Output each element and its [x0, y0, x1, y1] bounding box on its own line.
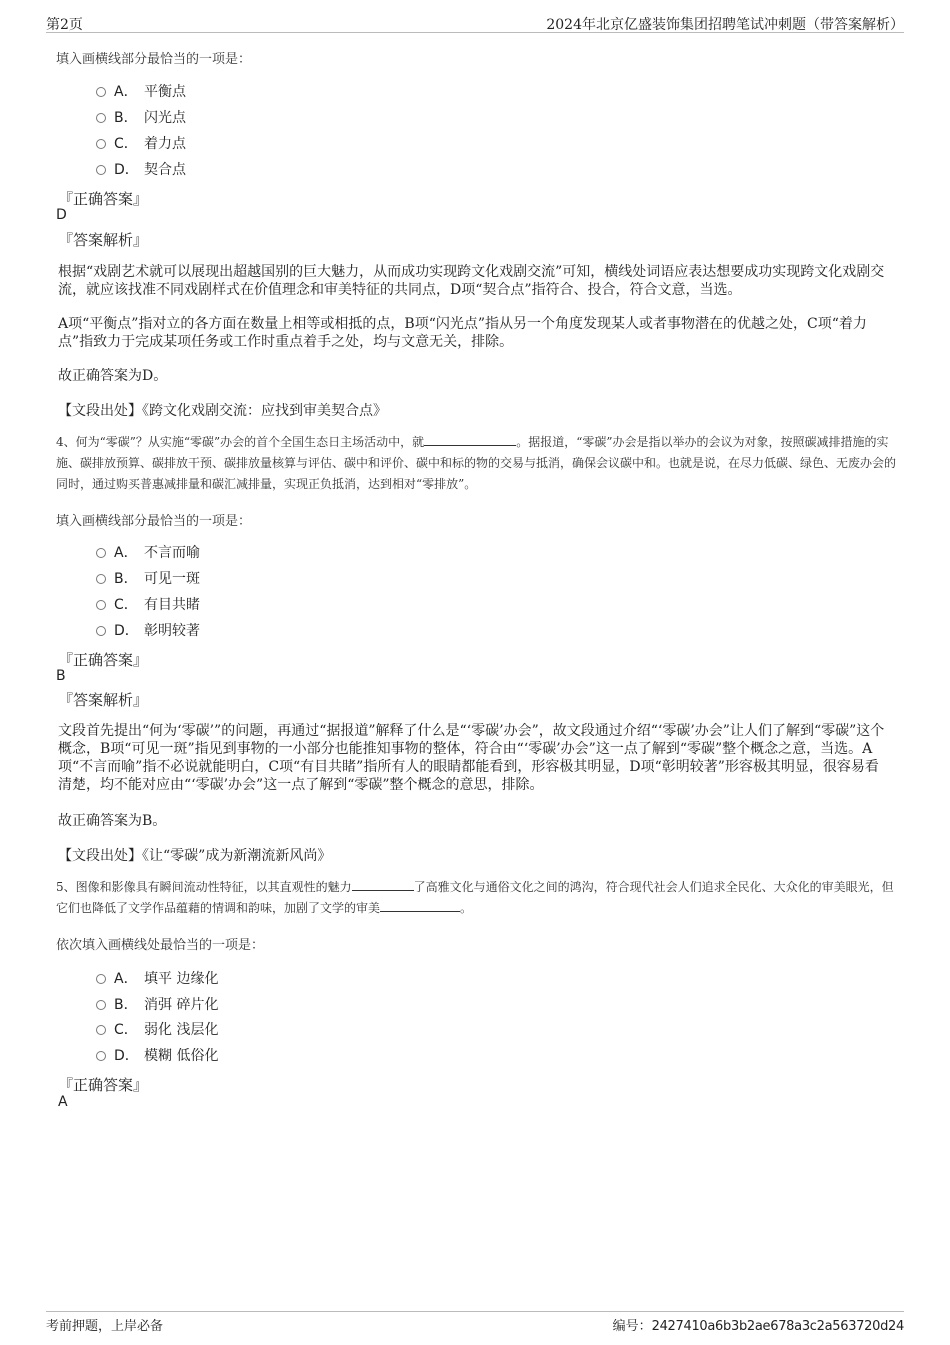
- q3-option-a[interactable]: A． 平衡点: [96, 82, 186, 102]
- q3-analysis-paragraph: 根据“戏剧艺术就可以展现出超越国别的巨大魅力，从而成功实现跨文化戏剧交流”可知，横线处词语应表达想要成功实现跨文化戏剧交流，就应该找准不同戏剧样式在价值理念和审美特征的共同点，D项“契合点”指符合、投合，符合文意，当选。: [58, 264, 885, 298]
- q5-answer: A: [58, 1094, 68, 1110]
- q4-analysis-paragraph: 文段首先提出“何为‘零碳’”的问题，再通过“据报道”解释了什么是“‘零碳’办会”，故文段通过介绍“‘零碳’办会”让人们了解到“零碳”这个概念，B项“可见一斑”指见到事物的一小部分也能推知事物的整体，符合由“‘零碳’办会”这一点了解到“零碳”整个概念之意，当选。A项“不言而喻”指不必说就能明白，C项“有目共睹”指所有人的眼睛都能看到，形容极其明显，D项“彰明较著”形容极其明显，很容易看清楚，均不能对应由“‘零碳’办会”这一点了解到“零碳”整个概念的意思，排除。: [58, 723, 885, 793]
- q5-option-b[interactable]: B． 消弭 碎片化: [96, 995, 218, 1015]
- radio-icon[interactable]: [96, 548, 106, 558]
- document-id: 编号：2427410a6b3b2ae678a3c2a563720d24: [612, 1319, 904, 1334]
- radio-icon[interactable]: [96, 600, 106, 610]
- radio-icon[interactable]: [96, 87, 106, 97]
- q3-answer-label: 『正确答案』: [58, 190, 149, 208]
- q3-option-b[interactable]: B． 闪光点: [96, 108, 186, 128]
- q5-prompt: 依次填入画横线处最恰当的一项是：: [56, 938, 265, 953]
- q4-answer: B: [56, 668, 66, 684]
- q4-analysis-conclusion: 故正确答案为B。: [58, 813, 167, 829]
- q4-option-a[interactable]: A． 不言而喻: [96, 543, 200, 563]
- q4-analysis-label: 『答案解析』: [58, 691, 149, 709]
- radio-icon[interactable]: [96, 574, 106, 584]
- radio-icon[interactable]: [96, 626, 106, 636]
- q3-analysis-label: 『答案解析』: [58, 231, 149, 249]
- q4-option-d[interactable]: D． 彰明较著: [96, 621, 200, 641]
- fill-blank: [424, 433, 516, 446]
- q5-option-d[interactable]: D． 模糊 低俗化: [96, 1046, 218, 1066]
- q4-answer-label: 『正确答案』: [58, 651, 149, 669]
- q3-analysis-conclusion: 故正确答案为D。: [58, 368, 168, 384]
- q3-analysis-paragraph: A项“平衡点”指对立的各方面在数量上相等或相抵的点，B项“闪光点”指从另一个角度发现某人或者事物潜在的优越之处，C项“着力点”指致力于完成某项任务或工作时重点着手之处，均与文意无关，排除。: [58, 316, 867, 350]
- radio-icon[interactable]: [96, 113, 106, 123]
- radio-icon[interactable]: [96, 139, 106, 149]
- fill-blank: [380, 899, 460, 912]
- q3-option-c[interactable]: C． 着力点: [96, 134, 186, 154]
- q4-source: 【文段出处】《让“零碳”成为新潮流新风尚》: [58, 848, 332, 864]
- q4-question: 4、何为“零碳”？从实施“零碳”办会的首个全国生态日主场活动中，就 。据报道，“零碳”办会是指以举办的会议为对象，按照碳减排措施的实施、碳排放预算、碳排放干预、碳排放量核算与评估、碳中和评价、碳中和标的物的交易与抵消，确保会议碳中和。也就是说，在尽力低碳、绿色、无废办会的同时，通过购买普惠减排量和碳汇减排量，实现正负抵消，达到相对“零排放”。: [56, 435, 897, 491]
- q5-option-c[interactable]: C． 弱化 浅层化: [96, 1020, 218, 1040]
- radio-icon[interactable]: [96, 1000, 106, 1010]
- q4-prompt: 填入画横线部分最恰当的一项是：: [56, 514, 252, 529]
- q3-answer: D: [56, 207, 67, 223]
- q4-option-b[interactable]: B． 可见一斑: [96, 569, 200, 589]
- q5-answer-label: 『正确答案』: [58, 1076, 149, 1094]
- radio-icon[interactable]: [96, 165, 106, 175]
- page-footer: [46, 1311, 904, 1334]
- q5-question: 5、图像和影像具有瞬间流动性特征，以其直观性的魅力 了高雅文化与通俗文化之间的鸿沟，符合现代社会人们追求全民化、大众化的审美眼光，但它们也降低了文学作品蕴藉的情调和韵味，加剧了文学的审美 。: [56, 880, 894, 915]
- q3-option-d[interactable]: D． 契合点: [96, 160, 186, 180]
- document-title: 2024年北京亿盛装饰集团招聘笔试冲刺题（带答案解析）: [546, 17, 904, 33]
- q4-option-c[interactable]: C． 有目共睹: [96, 595, 200, 615]
- q5-option-a[interactable]: A． 填平 边缘化: [96, 969, 218, 989]
- q3-source: 【文段出处】《跨文化戏剧交流：应找到审美契合点》: [58, 403, 387, 419]
- fill-blank: [352, 878, 414, 891]
- footer-slogan: 考前押题，上岸必备: [46, 1319, 164, 1334]
- q3-prompt: 填入画横线部分最恰当的一项是：: [56, 52, 252, 67]
- radio-icon[interactable]: [96, 1051, 106, 1061]
- radio-icon[interactable]: [96, 974, 106, 984]
- page-header: [46, 12, 904, 33]
- page-number: 第2页: [46, 17, 83, 33]
- radio-icon[interactable]: [96, 1025, 106, 1035]
